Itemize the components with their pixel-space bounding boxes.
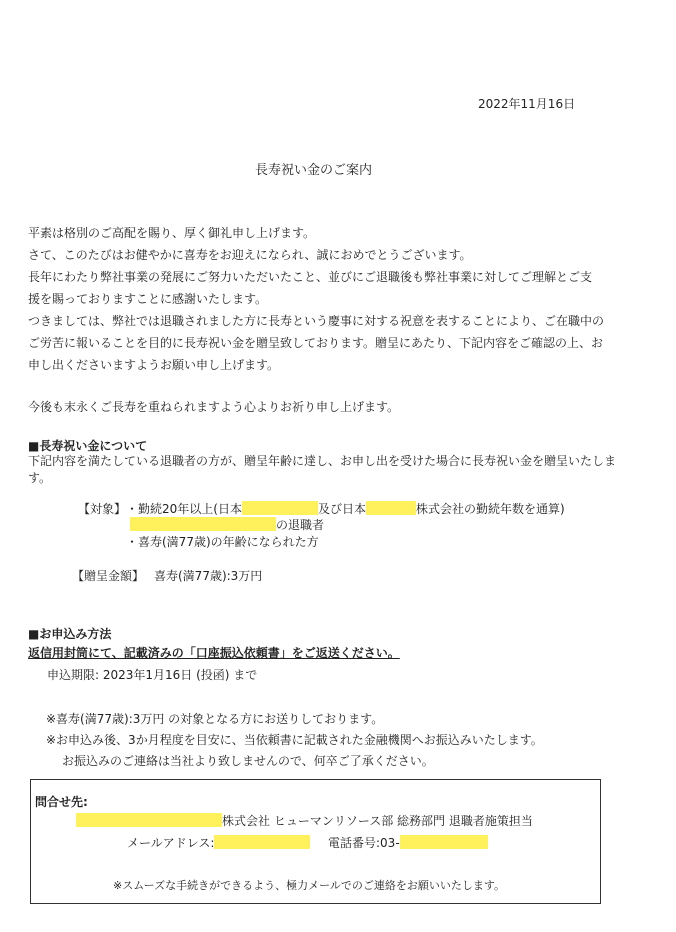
redaction-highlight: [130, 517, 276, 531]
redaction-highlight: [76, 813, 222, 827]
contact-company: [76, 812, 533, 829]
body-line: さて、このたびはお健やかに喜寿をお迎えになられ、誠におめでとうございます。: [28, 248, 472, 262]
phone-label: 電話番号:03-: [328, 836, 400, 850]
contact-heading: 問合せ先:: [35, 795, 88, 809]
target-text: ・勤続20年以上(日本: [126, 502, 242, 516]
email-label: メールアドレス:: [127, 836, 215, 850]
note-line: ※喜寿(満77歳):3万円 の対象となる方にお送りしております。: [46, 712, 384, 726]
amount-label: 【贈呈金額】: [72, 569, 145, 583]
target-line-3: ・喜寿(満77歳)の年齢になられた方: [126, 535, 319, 549]
section-heading-benefit: ■長寿祝い金について: [28, 439, 148, 453]
note-line: ※お申込み後、3か月程度を目安に、当依頼書に記載された金融機関へお振込みいたします。: [46, 733, 543, 747]
contact-company-text: 株式会社 ヒューマンリソース部 総務部門 退職者施策担当: [222, 814, 533, 828]
body-line: 長年にわたり弊社事業の発展にご努力いただいたこと、並びにご退職後も弊社事業に対してご理解とご支: [28, 270, 593, 284]
redaction-highlight: [366, 501, 416, 515]
target-line-1: [126, 500, 565, 517]
apply-deadline: 申込期限: 2023年1月16日 (投函) まで: [47, 668, 258, 682]
note-line: お振込みのご連絡は当社より致しませんので、何卒ご了承ください。: [62, 754, 434, 768]
letter-date: 2022年11月16日: [478, 97, 576, 111]
target-text: 株式会社の勤続年数を通算): [415, 502, 565, 516]
target-text: 及び日本: [317, 502, 366, 516]
section-desc: 下記内容を満たしている退職者の方が、贈呈年齢に達し、お申し出を受けた場合に長寿祝い金を贈呈いたします。: [28, 454, 617, 485]
apply-instruction: 返信用封筒にて、記載済みの「口座振込依頼書」をご返送ください。: [28, 646, 400, 660]
redaction-highlight: [214, 835, 310, 849]
redaction-highlight: [242, 501, 318, 515]
body-line: 平素は格別のご高配を賜り、厚く御礼申し上げます。: [28, 226, 316, 240]
contact-phone: [328, 834, 488, 851]
contact-footer: ※スムーズな手続きができるよう、極力メールでのご連絡をお願いいたします。: [113, 879, 506, 892]
target-text: の退職者: [276, 518, 325, 532]
amount-value: 喜寿(満77歳):3万円: [154, 569, 263, 583]
letter-title: 長寿祝い金のご案内: [255, 163, 373, 178]
closing-line: 今後も末永くご長寿を重ねられますよう心よりお祈り申し上げます。: [28, 400, 400, 414]
target-label: 【対象】: [78, 502, 127, 516]
body-line: 援を賜っておりますことに感謝いたします。: [28, 292, 268, 306]
body-line: 申し出くださいますようお願い申し上げます。: [28, 358, 280, 372]
section-heading-apply: ■お申込み方法: [28, 627, 112, 641]
body-line: ご労苦に報いることを目的に長寿祝い金を贈呈致しております。贈呈にあたり、下記内容をご確認の上、お: [28, 336, 604, 350]
body-line: つきましては、弊社では退職されました方に長寿という慶事に対する祝意を表することにより、ご在職中の: [28, 314, 605, 328]
redaction-highlight: [400, 835, 488, 849]
target-line-2: [130, 516, 324, 533]
contact-email: [127, 834, 310, 851]
contact-box: [30, 779, 601, 904]
